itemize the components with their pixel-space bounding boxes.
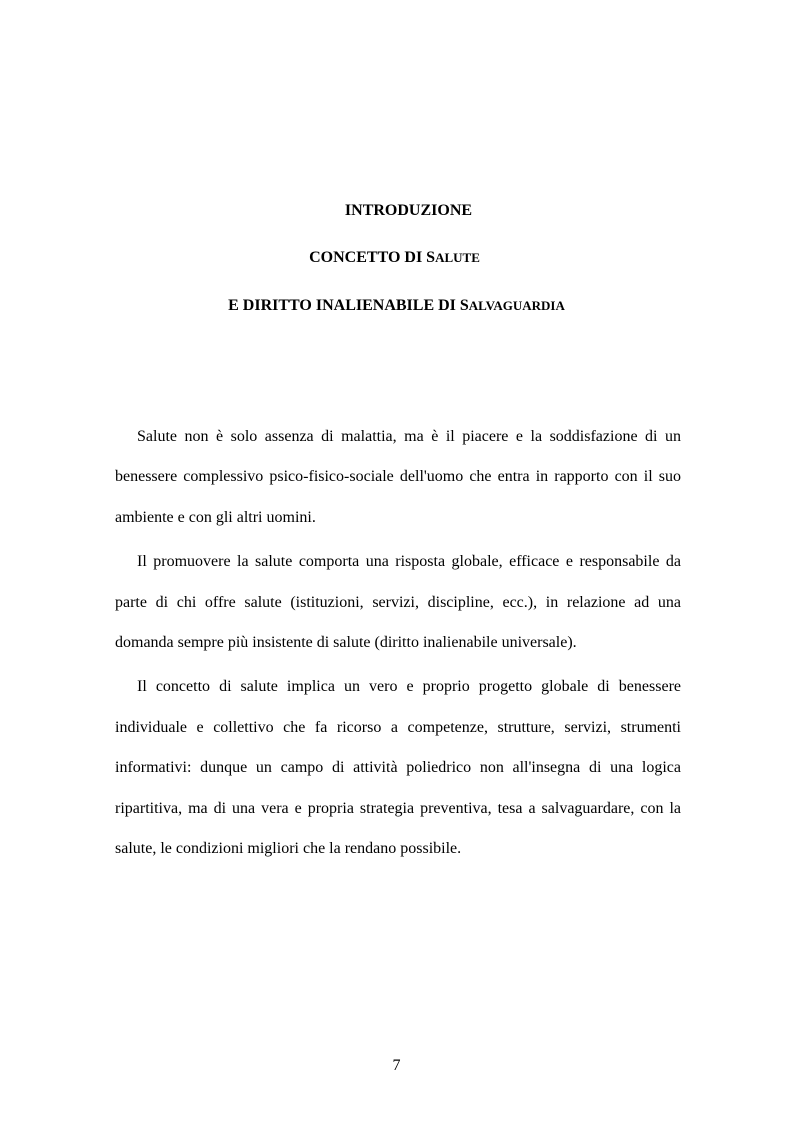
paragraph-1: Salute non è solo assenza di malattia, ma è il piacere e la soddisfazione di un benessere complessivo psico-fisico-sociale dell'uomo che entra in rapporto con il suo ambiente e con gli altri uomini. (115, 428, 681, 526)
chapter-title-line-1-text: CONCETTO DI S (309, 249, 436, 266)
chapter-heading (12, 201, 793, 221)
chapter-title-line-2-text: E DIRITTO INALIENABILE DI S (228, 297, 469, 314)
page-number: 7 (392, 1057, 401, 1074)
chapter-title-line-2 (0, 296, 793, 316)
chapter-title-line-1-smallcaps: ALUTE (435, 250, 480, 265)
paragraph-3: Il concetto di salute implica un vero e proprio progetto globale di benessere individuale e collettivo che fa ricorso a competenze, strutture, servizi, strumenti informativi: dunque un campo di attività poliedrico non all'insegna di una logica ripartitiva, ma di una vera e propria strategia preventiva, tesa a salvaguardare, con la salute, le condizioni migliori che la rendano possibile. (115, 678, 681, 858)
body-text (115, 417, 681, 873)
chapter-heading-text: INTRODUZIONE (344, 202, 473, 219)
chapter-title-line-1 (0, 248, 791, 268)
paragraph-2: Il promuovere la salute comporta una risposta globale, efficace e responsabile da parte di chi offre salute (istituzioni, servizi, discipline, ecc.), in relazione ad una domanda sempre più insistente di salute (diritto inalienabile universale). (115, 553, 681, 652)
chapter-title-line-2-smallcaps: ALVAGUARDIA (468, 298, 565, 313)
